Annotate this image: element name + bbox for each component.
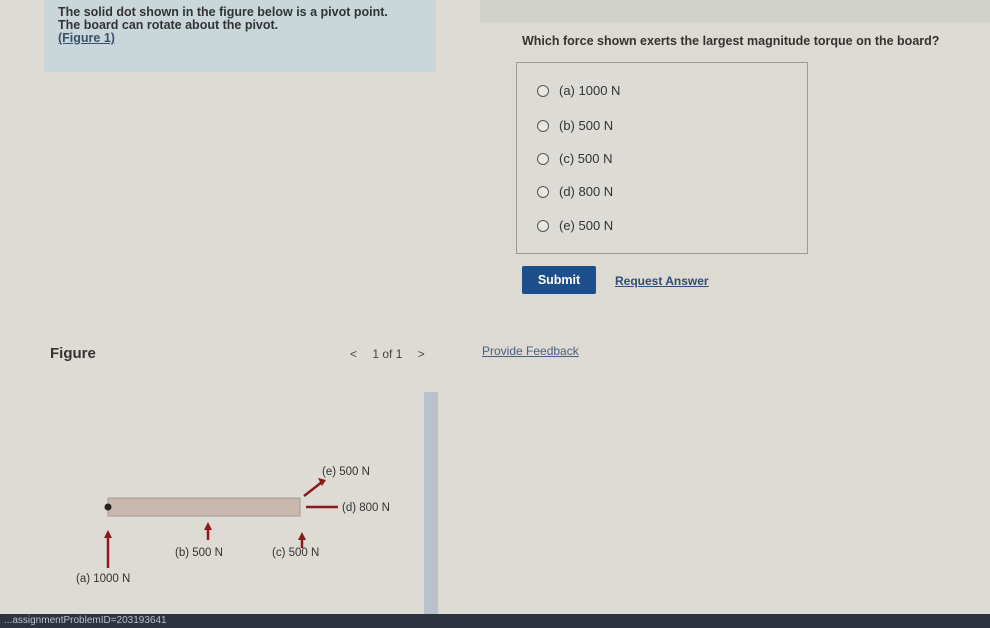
pivot-dot: [105, 504, 112, 511]
figure-pager: [344, 347, 431, 361]
figure-link[interactable]: (Figure 1): [58, 31, 115, 45]
label-d: (d) 800 N: [342, 502, 390, 514]
label-e: (e) 500 N: [322, 466, 370, 478]
force-e-arrow: [304, 482, 322, 496]
intro-line-1: The solid dot shown in the figure below is a pivot point.: [58, 5, 388, 19]
option-label: (c) 500 N: [559, 151, 613, 166]
force-c-arrowhead: [298, 532, 306, 540]
option-c[interactable]: [537, 151, 612, 166]
figure-header: [44, 343, 436, 363]
status-bar: ...assignmentProblemID=203193641: [0, 614, 990, 628]
force-a-arrowhead: [104, 530, 112, 538]
option-a[interactable]: [537, 83, 620, 98]
label-a: (a) 1000 N: [76, 573, 131, 585]
option-label: (d) 800 N: [559, 184, 614, 199]
radio-button[interactable]: [537, 85, 549, 97]
figure-title: Figure: [50, 345, 96, 362]
question-pane: [440, 0, 990, 620]
radio-button[interactable]: [537, 186, 549, 198]
figure-pane: [0, 0, 440, 620]
prev-figure-button[interactable]: <: [350, 347, 358, 361]
figure-page-count: 1 of 1: [372, 347, 403, 361]
submit-button[interactable]: Submit: [522, 266, 596, 294]
force-diagram: [60, 440, 420, 600]
option-label: (b) 500 N: [559, 118, 614, 133]
problem-intro: [44, 0, 436, 72]
radio-button[interactable]: [537, 120, 549, 132]
option-label: (a) 1000 N: [559, 83, 621, 98]
intro-line-2: The board can rotate about the pivot.: [58, 18, 279, 32]
question-text: Which force shown exerts the largest magnitude torque on the board?: [522, 34, 940, 48]
label-c: (c) 500 N: [272, 547, 320, 559]
option-d[interactable]: [537, 184, 613, 199]
label-b: (b) 500 N: [175, 547, 223, 559]
option-b[interactable]: [537, 118, 613, 133]
answer-options: [516, 62, 808, 254]
option-e[interactable]: [537, 218, 613, 233]
board: [108, 498, 300, 516]
option-label: (e) 500 N: [559, 218, 614, 233]
radio-button[interactable]: [537, 220, 549, 232]
figure-scrollbar[interactable]: [424, 392, 438, 620]
next-figure-button[interactable]: >: [417, 347, 425, 361]
radio-button[interactable]: [537, 153, 549, 165]
request-answer-link[interactable]: Request Answer: [615, 274, 709, 288]
header-strip: [480, 0, 990, 22]
force-b-arrowhead: [204, 522, 212, 530]
provide-feedback-link[interactable]: Provide Feedback: [482, 344, 579, 358]
